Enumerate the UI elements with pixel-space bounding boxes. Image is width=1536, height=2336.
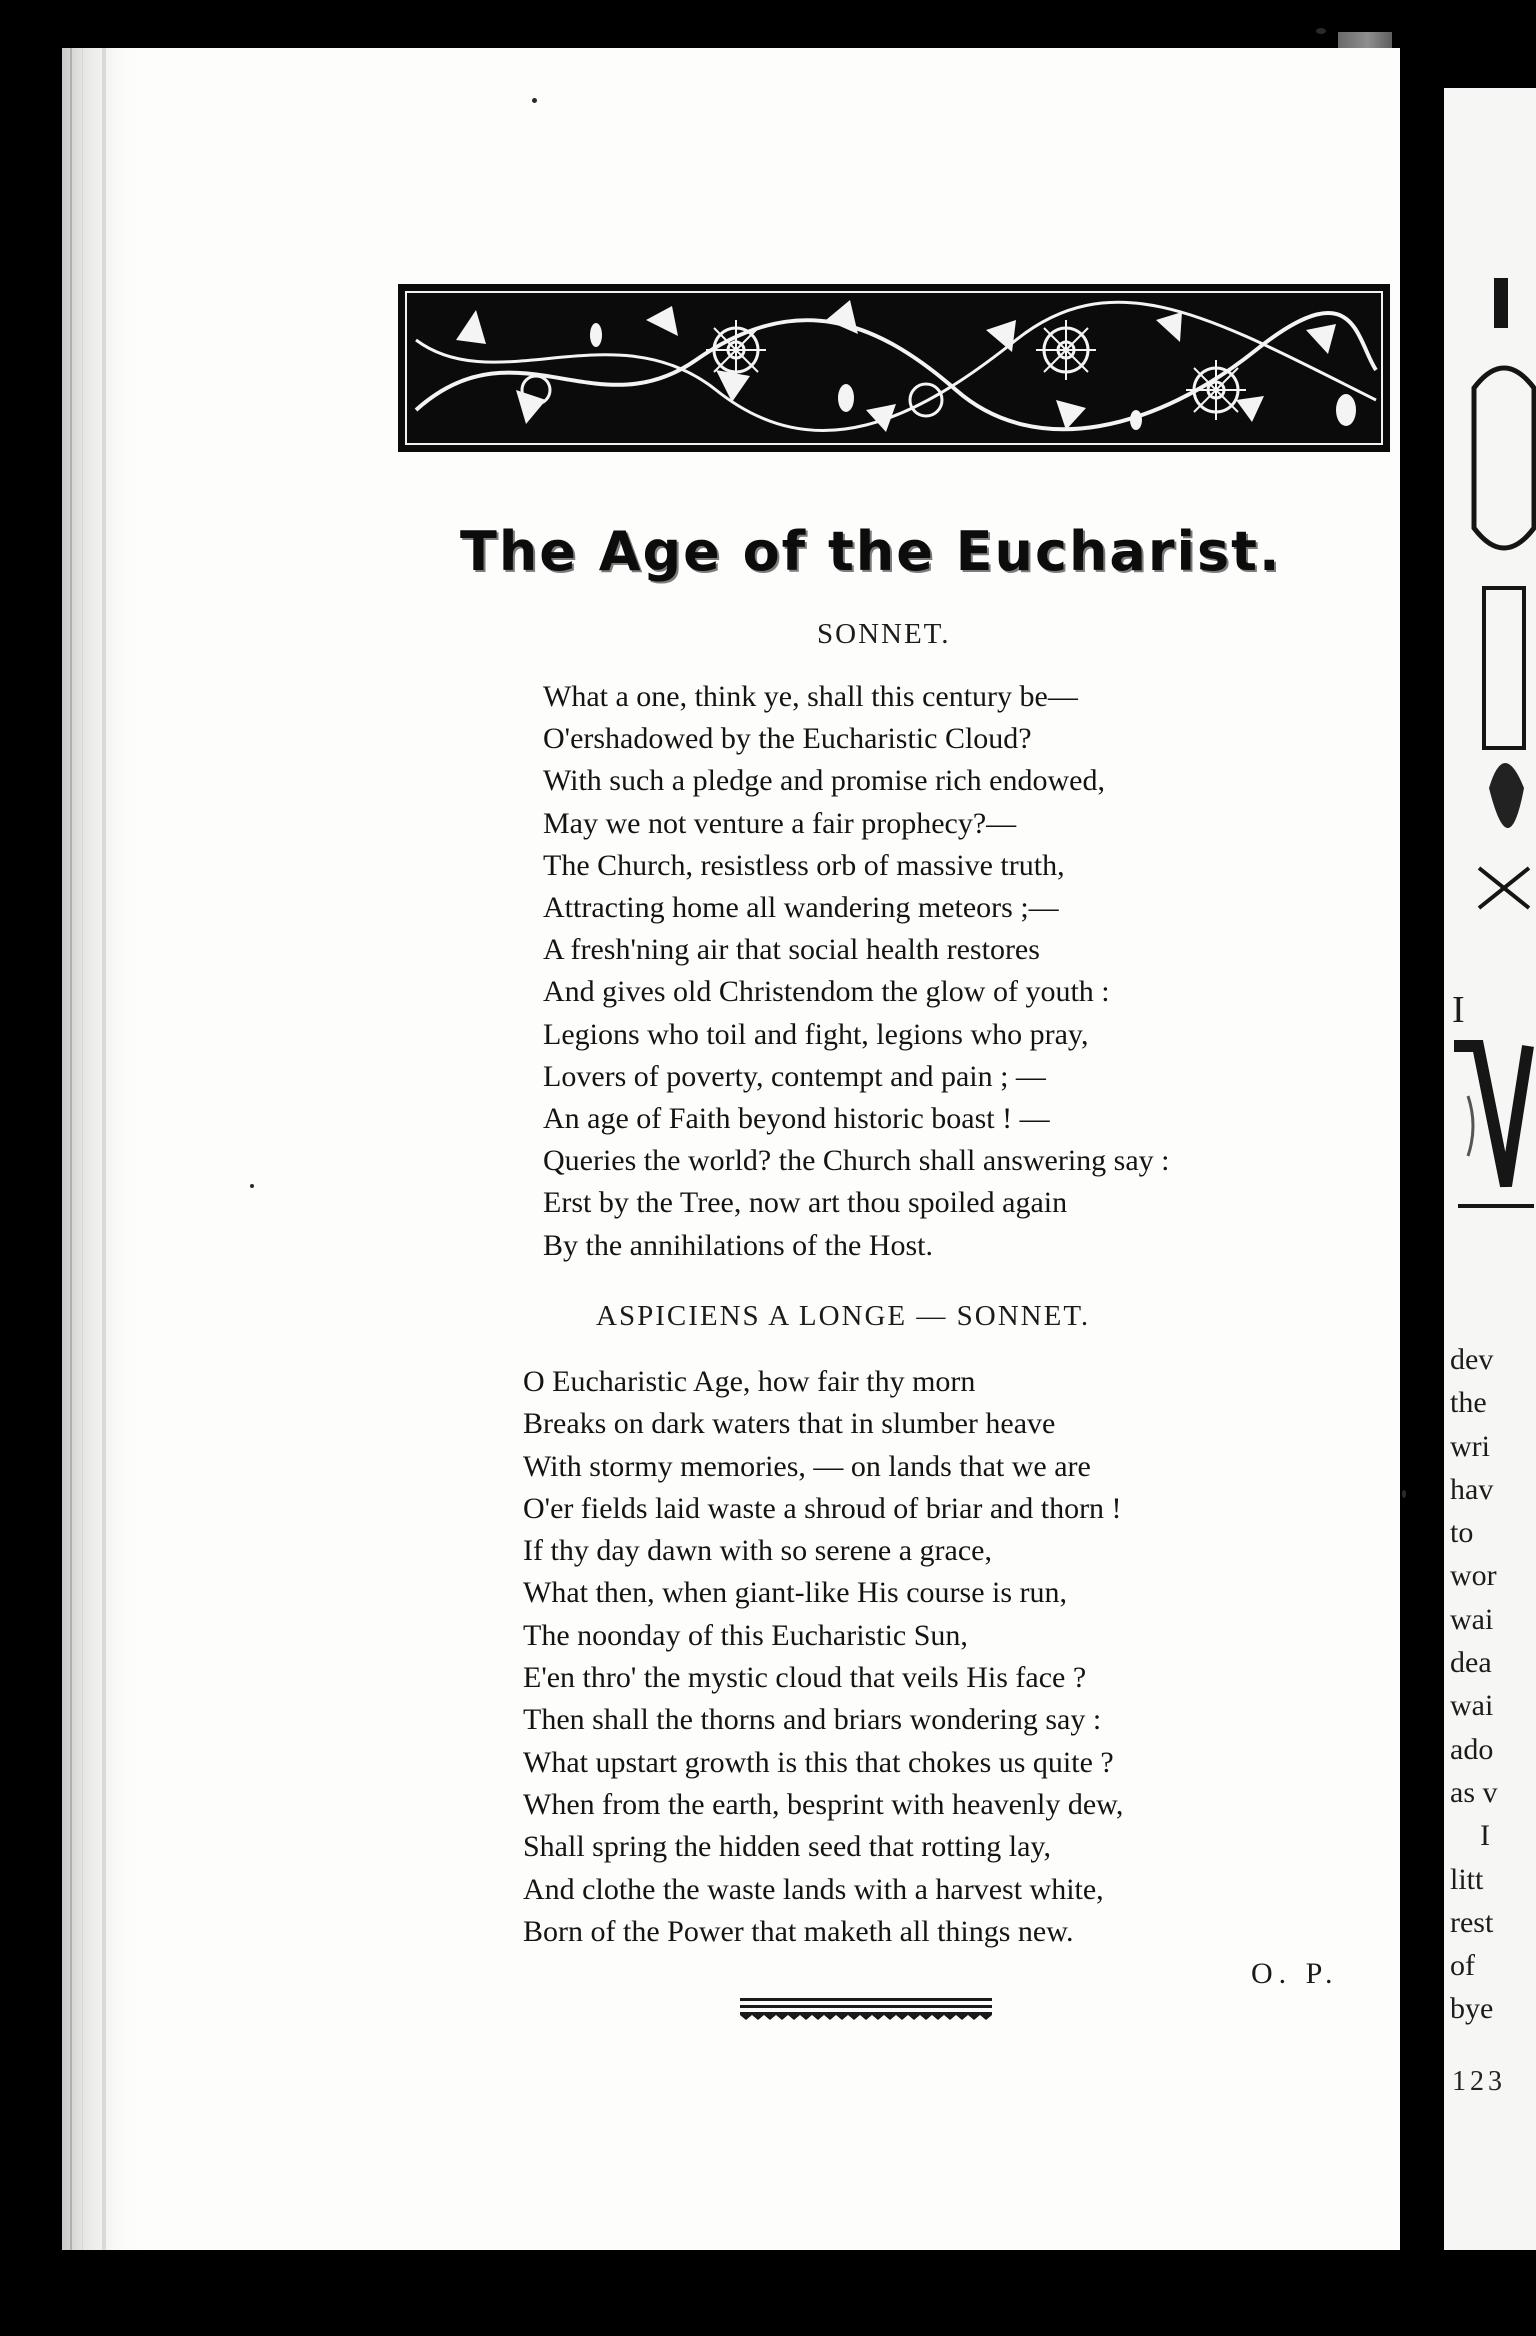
sonnet-one-verse [543, 676, 1170, 1267]
paper-speck [1316, 28, 1326, 34]
verse-line: Shall spring the hidden seed that rotting lay, [523, 1830, 1051, 1864]
fragment-line: of [1450, 1949, 1475, 1983]
sonnet-two-verse [523, 1361, 1123, 1953]
verse-line: And clothe the waste lands with a harvest white, [523, 1872, 1104, 1906]
verse-line: May we not venture a fair prophecy?— [543, 806, 1017, 840]
fragment-line: wai [1450, 1689, 1494, 1723]
verse-line: With such a pledge and promise rich endowed, [543, 764, 1105, 798]
paper-speck [250, 1184, 254, 1188]
fragment-line: bye [1450, 1992, 1494, 2026]
closing-ornament-rule [740, 1996, 992, 2022]
paper-speck [1402, 1490, 1406, 1498]
verse-line: By the annihilations of the Host. [543, 1228, 933, 1262]
fragment-line: to [1450, 1516, 1474, 1550]
verse-line: Legions who toil and fight, legions who pray, [543, 1017, 1089, 1051]
facing-page-number: 123 [1452, 2066, 1506, 2097]
facing-drop-cap-ornament [1448, 1036, 1534, 1236]
page-gutter [62, 48, 142, 2250]
verse-line: What then, when giant-like His course is run, [523, 1576, 1068, 1610]
verse-line: Then shall the thorns and briars wondering say : [523, 1703, 1102, 1737]
author-signature: O. P. [1251, 1957, 1339, 1990]
floral-header-banner [396, 280, 1392, 456]
verse-line: What a one, think ye, shall this century be— [543, 680, 1078, 713]
paper-speck [532, 98, 537, 103]
verse-line: A fresh'ning air that social health restores [543, 933, 1040, 967]
verse-line: Born of the Power that maketh all things new. [523, 1914, 1074, 1948]
verse-line: Erst by the Tree, now art thou spoiled again [543, 1186, 1068, 1220]
fragment-line: wri [1450, 1429, 1490, 1463]
verse-line: The Church, resistless orb of massive truth, [543, 848, 1065, 882]
verse-line: O'ershadowed by the Eucharistic Cloud? [543, 722, 1032, 756]
fragment-line: litt [1450, 1862, 1484, 1896]
fragment-line: I [1480, 1819, 1490, 1853]
verse-line: E'en thro' the mystic cloud that veils His face ? [523, 1661, 1087, 1695]
fragment-line: dev [1450, 1343, 1494, 1376]
fragment-line: dea [1450, 1646, 1492, 1680]
facing-text-fragments [1450, 1338, 1498, 2031]
page-title: The Age of the Eucharist. [460, 520, 1282, 583]
fragment-line: wor [1450, 1559, 1497, 1593]
verse-line: Queries the world? the Church shall answering say : [543, 1144, 1170, 1178]
sonnet-heading: SONNET. [817, 618, 951, 650]
facing-initial: I [1452, 989, 1465, 1031]
verse-line: The noonday of this Eucharistic Sun, [523, 1618, 968, 1652]
fragment-line: as v [1450, 1775, 1498, 1809]
verse-line: And gives old Christendom the glow of youth : [543, 975, 1110, 1009]
facing-page-illustration [1464, 268, 1536, 968]
verse-line: Attracting home all wandering meteors ;— [543, 891, 1059, 925]
verse-line: When from the earth, besprint with heavenly dew, [523, 1787, 1124, 1821]
fragment-line: the [1450, 1386, 1487, 1420]
verse-line: An age of Faith beyond historic boast ! — [543, 1102, 1050, 1136]
verse-line: With stormy memories, — on lands that we are [523, 1449, 1091, 1483]
fragment-line: ado [1450, 1732, 1494, 1766]
verse-line: O'er fields laid waste a shroud of briar and thorn ! [523, 1491, 1122, 1525]
fragment-line: wai [1450, 1602, 1494, 1636]
fragment-line: hav [1450, 1472, 1494, 1506]
fragment-line: rest [1450, 1905, 1494, 1939]
verse-line: O Eucharistic Age, how fair thy morn [523, 1365, 976, 1398]
verse-line: What upstart growth is this that chokes us quite ? [523, 1745, 1114, 1779]
verse-line: Lovers of poverty, contempt and pain ; — [543, 1059, 1046, 1093]
verse-line: Breaks on dark waters that in slumber heave [523, 1407, 1056, 1441]
aspiciens-heading: ASPICIENS A LONGE — SONNET. [596, 1300, 1091, 1332]
verse-line: If thy day dawn with so serene a grace, [523, 1534, 992, 1568]
facing-page-fragment [1444, 88, 1536, 2250]
